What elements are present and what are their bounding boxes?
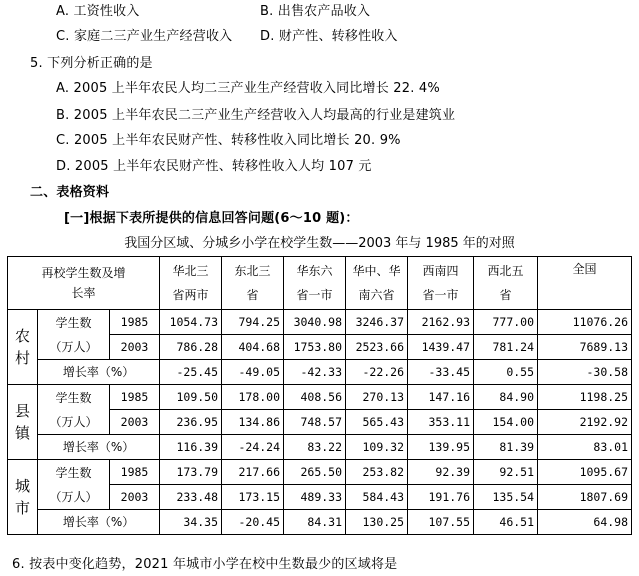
rural-growth-1: -49.05 bbox=[222, 360, 284, 385]
section-title: 二、表格资料 bbox=[30, 185, 110, 200]
city-growth-label: 增长率（%） bbox=[38, 510, 160, 535]
header-corner-line-2: 长率 bbox=[71, 286, 96, 300]
rural-year-b: 2003 bbox=[110, 335, 160, 360]
county-value-b-1: 134.86 bbox=[222, 410, 284, 435]
city-growth-0: 34.35 bbox=[160, 510, 222, 535]
city-value-a-1: 217.66 bbox=[222, 460, 284, 485]
city-value-b-6: 1807.69 bbox=[538, 485, 632, 510]
table-row bbox=[8, 360, 632, 385]
city-growth-1: -20.45 bbox=[222, 510, 284, 535]
county-value-a-4: 147.16 bbox=[408, 385, 474, 410]
q5-option-c: C. 2005 上半年农民财产性、转移性收入同比增长 20. 9% bbox=[56, 133, 401, 148]
city-value-a-4: 92.39 bbox=[408, 460, 474, 485]
rural-value-b-5: 781.24 bbox=[474, 335, 538, 360]
rural-metric-line-2: （万人） bbox=[49, 339, 98, 354]
rural-group-char-1: 农 bbox=[14, 327, 30, 345]
rural-value-a-1: 794.25 bbox=[222, 310, 284, 335]
q4-options-row-2 bbox=[56, 29, 398, 45]
rural-year-a: 1985 bbox=[110, 310, 160, 335]
county-growth-1: -24.24 bbox=[222, 435, 284, 460]
city-growth-3: 130.25 bbox=[346, 510, 408, 535]
rural-value-a-4: 2162.93 bbox=[408, 310, 474, 335]
q4-option-b: B. 出售农产品收入 bbox=[260, 4, 371, 19]
county-growth-5: 81.39 bbox=[474, 435, 538, 460]
header-region-3: 华东六 省一市 bbox=[284, 257, 346, 310]
q4-option-d: D. 财产性、转移性收入 bbox=[260, 29, 398, 44]
rural-group-label bbox=[8, 310, 38, 385]
city-value-a-5: 92.51 bbox=[474, 460, 538, 485]
city-value-a-0: 173.79 bbox=[160, 460, 222, 485]
county-group-char-2: 镇 bbox=[14, 424, 30, 442]
rural-value-b-2: 1753.80 bbox=[284, 335, 346, 360]
county-group-char-1: 县 bbox=[14, 402, 30, 420]
q4-options-row-1 bbox=[56, 4, 370, 20]
header-corner bbox=[8, 257, 160, 310]
county-year-b: 2003 bbox=[110, 410, 160, 435]
county-metric-label bbox=[38, 385, 110, 435]
city-value-b-0: 233.48 bbox=[160, 485, 222, 510]
student-table bbox=[7, 256, 632, 535]
rural-value-b-6: 7689.13 bbox=[538, 335, 632, 360]
county-growth-0: 116.39 bbox=[160, 435, 222, 460]
rural-value-a-0: 1054.73 bbox=[160, 310, 222, 335]
county-metric-line-2: （万人） bbox=[49, 414, 98, 429]
table-row bbox=[8, 435, 632, 460]
rural-value-a-3: 3246.37 bbox=[346, 310, 408, 335]
q5-option-a: A. 2005 上半年农民人均二三产业生产经营收入同比增长 22. 4% bbox=[56, 81, 440, 96]
table-row bbox=[8, 385, 632, 410]
county-value-b-2: 748.57 bbox=[284, 410, 346, 435]
county-year-a: 1985 bbox=[110, 385, 160, 410]
header-row bbox=[8, 257, 632, 310]
county-growth-label: 增长率（%） bbox=[38, 435, 160, 460]
city-year-b: 2003 bbox=[110, 485, 160, 510]
rural-value-b-4: 1439.47 bbox=[408, 335, 474, 360]
table-row bbox=[8, 460, 632, 485]
rural-metric-line-1: 学生数 bbox=[55, 315, 92, 330]
city-growth-2: 84.31 bbox=[284, 510, 346, 535]
county-value-a-6: 1198.25 bbox=[538, 385, 632, 410]
city-metric-label bbox=[38, 460, 110, 510]
county-value-b-6: 2192.92 bbox=[538, 410, 632, 435]
city-value-b-3: 584.43 bbox=[346, 485, 408, 510]
rural-value-a-2: 3040.98 bbox=[284, 310, 346, 335]
county-value-a-1: 178.00 bbox=[222, 385, 284, 410]
city-value-b-4: 191.76 bbox=[408, 485, 474, 510]
q5-stem: 5. 下列分析正确的是 bbox=[30, 56, 153, 71]
rural-value-b-0: 786.28 bbox=[160, 335, 222, 360]
q5-option-d: D. 2005 上半年农民财产性、转移性收入人均 107 元 bbox=[56, 159, 372, 174]
city-growth-4: 107.55 bbox=[408, 510, 474, 535]
table-caption: 我国分区域、分城乡小学在校学生数——2003 年与 1985 年的对照 bbox=[124, 236, 515, 251]
q4-option-c: C. 家庭二三产业生产经营收入 bbox=[56, 29, 233, 44]
county-value-b-5: 154.00 bbox=[474, 410, 538, 435]
header-region-5: 西南四 省一市 bbox=[408, 257, 474, 310]
header-region-1: 华北三 省两市 bbox=[160, 257, 222, 310]
city-value-a-3: 253.82 bbox=[346, 460, 408, 485]
county-value-a-2: 408.56 bbox=[284, 385, 346, 410]
rural-group-char-2: 村 bbox=[14, 349, 30, 367]
city-growth-5: 46.51 bbox=[474, 510, 538, 535]
header-region-4: 华中、华 南六省 bbox=[346, 257, 408, 310]
rural-value-a-5: 777.00 bbox=[474, 310, 538, 335]
rural-value-a-6: 11076.26 bbox=[538, 310, 632, 335]
city-growth-6: 64.98 bbox=[538, 510, 632, 535]
rural-growth-6: -30.58 bbox=[538, 360, 632, 385]
city-year-a: 1985 bbox=[110, 460, 160, 485]
county-value-b-0: 236.95 bbox=[160, 410, 222, 435]
city-group-char-1: 城 bbox=[14, 477, 30, 495]
county-growth-4: 139.95 bbox=[408, 435, 474, 460]
q6-stem: 6. 按表中变化趋势，2021 年城市小学在校中生数最少的区域将是 bbox=[12, 557, 398, 572]
county-value-b-4: 353.11 bbox=[408, 410, 474, 435]
county-growth-6: 83.01 bbox=[538, 435, 632, 460]
rural-growth-0: -25.45 bbox=[160, 360, 222, 385]
county-value-a-0: 109.50 bbox=[160, 385, 222, 410]
county-value-b-3: 565.43 bbox=[346, 410, 408, 435]
city-value-b-1: 173.15 bbox=[222, 485, 284, 510]
rural-growth-4: -33.45 bbox=[408, 360, 474, 385]
county-growth-2: 83.22 bbox=[284, 435, 346, 460]
table-row bbox=[8, 310, 632, 335]
subsection-title: [一]根据下表所提供的信息回答问题(6～10 题)： bbox=[64, 211, 359, 226]
q5-option-b: B. 2005 上半年农民二三产业生产经营收入人均最高的行业是建筑业 bbox=[56, 108, 456, 123]
city-value-a-6: 1095.67 bbox=[538, 460, 632, 485]
header-corner-line-1: 再校学生数及增 bbox=[41, 266, 126, 280]
city-value-b-5: 135.54 bbox=[474, 485, 538, 510]
city-value-b-2: 489.33 bbox=[284, 485, 346, 510]
city-group-label bbox=[8, 460, 38, 535]
county-growth-3: 109.32 bbox=[346, 435, 408, 460]
rural-growth-label: 增长率（%） bbox=[38, 360, 160, 385]
city-group-char-2: 市 bbox=[14, 499, 30, 517]
table-row bbox=[8, 510, 632, 535]
rural-growth-2: -42.33 bbox=[284, 360, 346, 385]
city-metric-line-2: （万人） bbox=[49, 489, 98, 504]
rural-value-b-3: 2523.66 bbox=[346, 335, 408, 360]
county-metric-line-1: 学生数 bbox=[55, 390, 92, 405]
header-region-2: 东北三 省 bbox=[222, 257, 284, 310]
county-value-a-3: 270.13 bbox=[346, 385, 408, 410]
city-metric-line-1: 学生数 bbox=[55, 465, 92, 480]
rural-growth-5: 0.55 bbox=[474, 360, 538, 385]
rural-metric-label bbox=[38, 310, 110, 360]
city-value-a-2: 265.50 bbox=[284, 460, 346, 485]
rural-value-b-1: 404.68 bbox=[222, 335, 284, 360]
header-region-6: 西北五 省 bbox=[474, 257, 538, 310]
rural-growth-3: -22.26 bbox=[346, 360, 408, 385]
county-value-a-5: 84.90 bbox=[474, 385, 538, 410]
q4-option-a: A. 工资性收入 bbox=[56, 4, 140, 19]
header-region-7: 全国 bbox=[538, 257, 632, 310]
county-group-label bbox=[8, 385, 38, 460]
